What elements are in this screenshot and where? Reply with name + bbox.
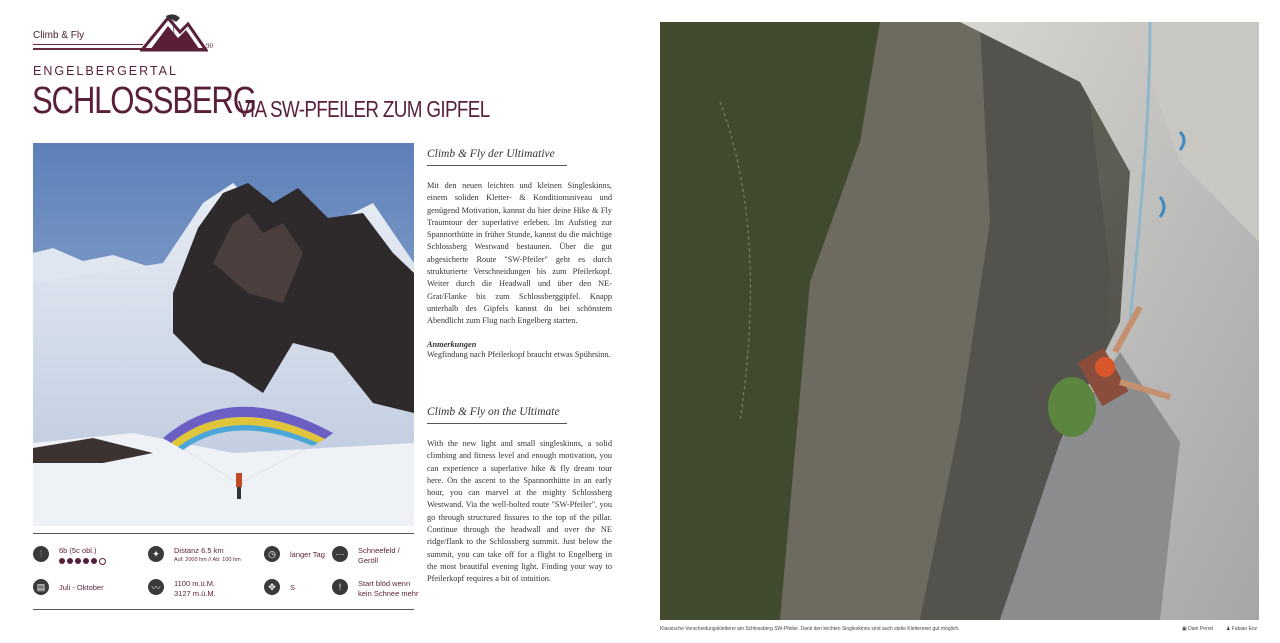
terrain-line1: Schneefeld / [358, 546, 400, 555]
climber-photo [660, 22, 1259, 620]
credit-person: Fabian Enz [1231, 626, 1258, 632]
compass-icon: ✥ [264, 579, 280, 595]
calendar-icon: ▤ [33, 579, 49, 595]
notes-body: Wegfindung nach Pfeilerkopf braucht etwas Spührsinn. [427, 349, 611, 359]
difficulty-dot-empty [99, 558, 106, 565]
altitude-line1: 1100 m.ü.M. [174, 579, 216, 588]
info-terrain [332, 546, 400, 565]
paraglider-scene-image [33, 143, 414, 526]
person-credit: ♟ Jonas Käppeli [375, 515, 413, 521]
info-season [33, 579, 104, 595]
distance-value: Distanz 6.5 km [174, 546, 224, 555]
section-tag: Climb & Fly [33, 30, 85, 41]
warning-line2: kein Schnee mehr [358, 588, 419, 598]
person-credit: ♟ Fabian Enz [1226, 626, 1258, 632]
paraglider-photo [33, 143, 414, 526]
title-main: SCHLOSSBERG [32, 80, 256, 122]
difficulty-dot-filled [59, 558, 65, 564]
german-heading: Climb & Fly der Ultimative [427, 148, 567, 166]
english-heading: Climb & Fly on the Ultimate [427, 406, 567, 424]
difficulty-dot-filled [83, 558, 89, 564]
difficulty-dot-filled [75, 558, 81, 564]
hiker-icon: ✦ [148, 546, 164, 562]
terrain-line2: Geröll [358, 555, 379, 565]
info-warning [332, 579, 418, 598]
orientation-value: S [290, 583, 296, 592]
info-duration [264, 546, 325, 562]
altitude-line2: 3127 m.ü.M. [174, 588, 216, 598]
distance-detail: Auf: 2000 hm // Ab: 100 hm [174, 556, 241, 563]
notes-label: Anmerkungen [427, 339, 477, 349]
mountain-logo-icon [140, 12, 208, 52]
photo-caption: Klassische Verscheidungskletterei am Schlossberg SW-Pfeiler. Dank den leichten Singleskinns sind auch steile Klettereien gut möglich. [660, 626, 960, 632]
duration-value: langer Tag [290, 550, 325, 559]
difficulty-dot-filled [67, 558, 73, 564]
credit-photographer: Dani Perrel [1188, 626, 1214, 632]
info-grade [33, 546, 106, 565]
clock-icon: ◷ [264, 546, 280, 562]
english-body: With the new light and small singleskinns, a solid climbing and fitness level and enough motivation, you can experience a superlative hike & fly dream tour here. On the ascent to the Spannorthütte in an early hour, you can marvel at the mighty Schlossberg Westwand. Via the well-bolted route "SW-Pfeiler", you go through structured fissures to the top of the pillar. Continue through the headwall and over the NE ridge/flank to the Schlossberg summit. Just below the summit, you can take off for a flight to Engelberg in the most beautiful evening light. Finding your way to Pfeilerkopf requires a bit of intuition. [427, 439, 612, 584]
page-number: 90 [206, 42, 213, 50]
terrain-icon: ⋯ [332, 546, 348, 562]
grade-bars-icon: ⫶ [33, 546, 49, 562]
header-rule [33, 44, 143, 45]
right-page [640, 0, 1280, 643]
german-section [427, 144, 612, 361]
english-section [427, 402, 612, 586]
region-label: ENGELBERGERTAL [33, 64, 178, 78]
warning-icon: ! [332, 579, 348, 595]
photo-credit: ▣ Dani Perrel [1182, 626, 1214, 632]
difficulty-dot-filled [91, 558, 97, 564]
altitude-chart-icon: 〰 [148, 579, 164, 595]
season-value: Juli - Oktober [59, 583, 104, 592]
credit-person: Jonas Käppeli [380, 515, 413, 521]
credit-photographer: Julian Fürsinger [321, 515, 357, 521]
german-body: Mit den neuen leichten und kleinen Singleskinns, einem soliden Kletter- & Konditionsniveau und genügend Motivation, kannst du hier deine Hike & Fly Traumtour der superlative erleben. Im Aufstieg zur Spannorthütte in früher Stunde, kannst du die mächtige Schlossberg Westwand bestaunen. Über die gut abgesicherte Route "SW-Pfeiler" geht es durch strukturierte Verschneidungen bis zum Pfeilerkopf. Weiter durch die Headwall und über den NE-Grat/Flanke bis zum Schlossberggipfel. Knapp unterhalb des Gipfels kannst du bei schönstem Abendlicht zum Flug nach Engelberg starten. [427, 181, 612, 326]
grade-value: 6b (5c obl.) [59, 546, 97, 555]
difficulty-dots [59, 558, 106, 565]
info-rule-top [33, 533, 414, 534]
title-sub: VIA SW-PFEILER ZUM GIPFEL [238, 96, 490, 122]
info-distance [148, 546, 241, 565]
info-rule-bottom [33, 609, 414, 610]
info-altitude [148, 579, 216, 598]
info-orientation [264, 579, 295, 595]
climber-scene-image [660, 22, 1259, 620]
page-title [32, 80, 490, 123]
warning-line1: Start blöd wenn [358, 579, 411, 588]
photo-caption: Tolles Gefühl nach der Durchsteigung der Schlossberg SW-Pfeiler mit dem Schirm ins Tal zu fliegen. [39, 515, 261, 521]
photo-credit: ▣ Julian Fürsinger [315, 515, 357, 521]
